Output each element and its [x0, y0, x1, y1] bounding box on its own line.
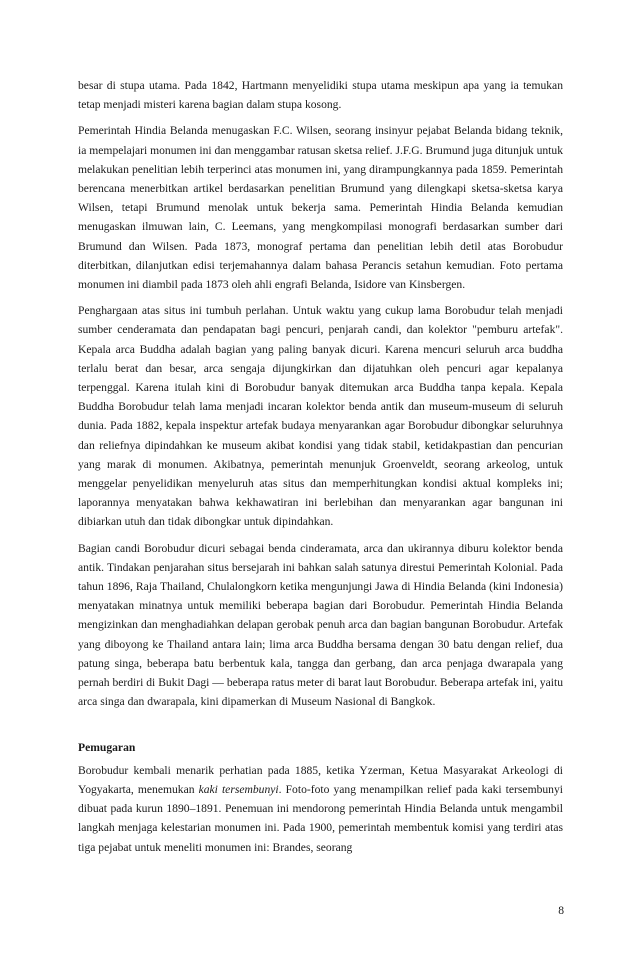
document-page [78, 76, 563, 864]
restoration-italic-term: kaki tersembunyi [198, 782, 279, 796]
paragraph-artifact-theft: Penghargaan atas situs ini tumbuh perlahan. Untuk waktu yang cukup lama Borobudur telah menjadi sumber cenderamata dan pendapatan bagi pencuri, penjarah candi, dan kolektor "pemburu artefak". Kepala arca Buddha adalah bagian yang paling banyak dicuri. Karena mencuri seluruh arca buddha terlalu berat dan besar, arca sengaja dijungkirkan dan dijatuhkan oleh pencuri agar kepalanya terpenggal. Karena itulah kini di Borobudur banyak ditemukan arca Buddha tanpa kepala. Kepala Buddha Borobudur telah lama menjadi incaran kolektor benda antik dan museum-museum di seluruh dunia. Pada 1882, kepala inspektur artefak budaya menyarankan agar Borobudur dibongkar seluruhnya dan reliefnya dipindahkan ke museum akibat kondisi yang tidak stabil, ketidakpastian dan pencurian yang marak di monumen. Akibatnya, pemerintah menunjuk Groenveldt, seorang arkeolog, untuk menggelar penyelidikan menyeluruh atas situs dan memperhitungkan kondisi aktual kompleks ini; laporannya menyatakan bahwa kekhawatiran ini berlebihan dan menyarankan agar bangunan ini dibiarkan utuh dan tidak dibongkar untuk dipindahkan. [78, 304, 563, 529]
paragraph-restoration [78, 761, 563, 857]
paragraph-wilsen-brumund: Pemerintah Hindia Belanda menugaskan F.C. Wilsen, seorang insinyur pejabat Belanda bidang teknik, ia mempelajari monumen ini dan menggambar ratusan sketsa relief. J.F.G. Brumund juga ditunjuk untuk melakukan penelitian lebih terperinci atas monumen ini, yang dirampungkannya pada 1859. Pemerintah berencana menerbitkan artikel berdasarkan penelitian Brumund yang dilengkapi sketsa-sketsa karya Wilsen, tetapi Brumund menolak untuk bekerja sama. Pemerintah Hindia Belanda kemudian menugaskan ilmuwan lain, C. Leemans, yang mengkompilasi monografi berdasarkan sumber dari Brumund dan Wilsen. Pada 1873, monograf pertama dan penelitian lebih detil atas Borobudur diterbitkan, dilanjutkan edisi terjemahannya dalam bahasa Perancis setahun kemudian. Foto pertama monumen ini diambil pada 1873 oleh ahli engrafi Belanda, Isidore van Kinsbergen. [78, 124, 563, 292]
page-number: 8 [558, 904, 564, 917]
paragraph-hartmann: besar di stupa utama. Pada 1842, Hartmann menyelidiki stupa utama meskipun apa yang ia temukan tetap menjadi misteri karena bagian dalam stupa kosong. [78, 79, 563, 112]
restoration-text-end: . Foto-foto yang menampilkan relief pada kaki tersembunyi dibuat pada kurun 1890–1891. Penemuan ini mendorong pemerintah Hindia Belanda untuk mengambil langkah menjaga kelestarian monumen ini. Pada 1900, pemerintah membentuk komisi yang terdiri atas tiga pejabat untuk meneliti monumen ini: Brandes, seorang [78, 782, 563, 854]
paragraph-thailand-artifacts: Bagian candi Borobudur dicuri sebagai benda cinderamata, arca dan ukirannya diburu kolektor benda antik. Tindakan penjarahan situs bersejarah ini bahkan salah satunya direstui Pemerintah Kolonial. Pada tahun 1896, Raja Thailand, Chulalongkorn ketika mengunjungi Jawa di Hindia Belanda (kini Indonesia) menyatakan minatnya untuk memiliki beberapa bagian dari Borobudur. Pemerintah Hindia Belanda mengizinkan dan menghadiahkan delapan gerobak penuh arca dan bagian bangunan Borobudur. Artefak yang diboyong ke Thailand antara lain; lima arca Buddha bersama dengan 30 batu dengan relief, dua patung singa, beberapa batu berbentuk kala, tangga dan gerbang, dan arca penjaga dwarapala yang pernah berdiri di Bukit Dagi — beberapa ratus meter di barat laut Borobudur. Beberapa artefak ini, yaitu arca singa dan dwarapala, kini dipamerkan di Museum Nasional di Bangkok. [78, 541, 563, 709]
restoration-text-start: Borobudur kembali menarik perhatian pada 1885, ketika Yzerman, Ketua Masyarakat Arkeologi di Yogyakarta, menemukan [78, 763, 563, 796]
section-heading: Pemugaran [78, 740, 136, 754]
